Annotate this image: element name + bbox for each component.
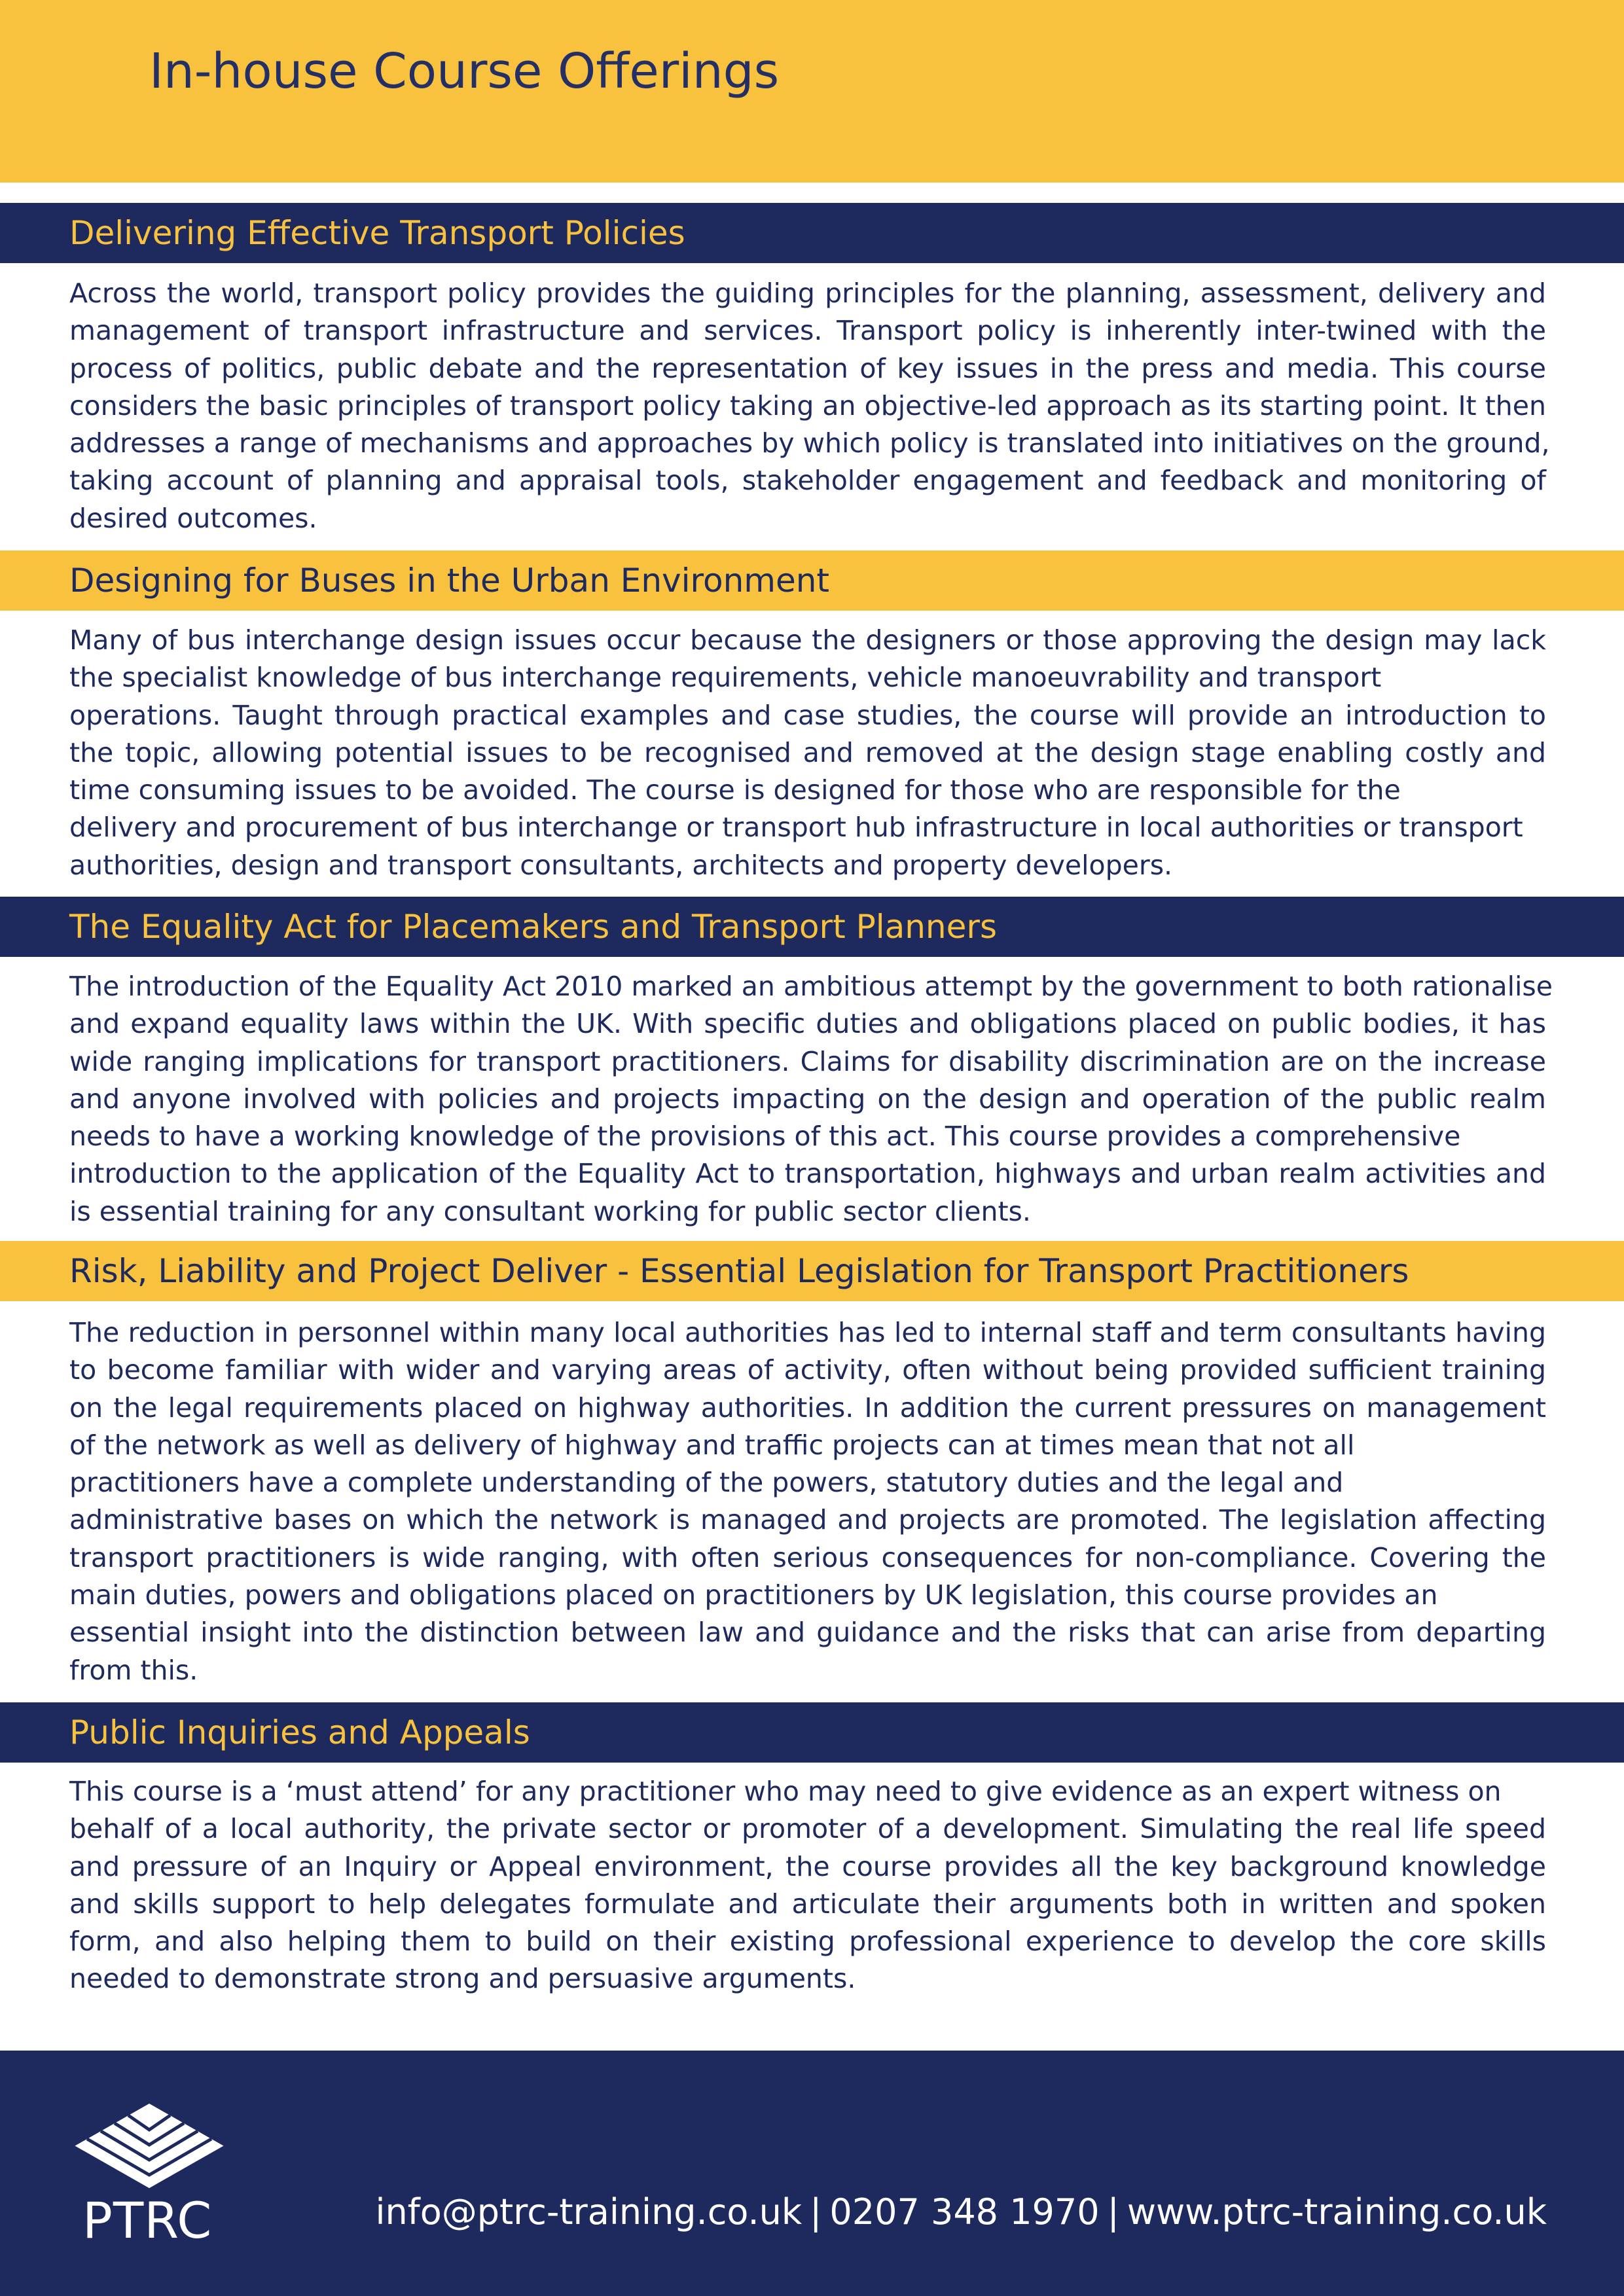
- description-line: and anyone involved with policies and projects impacting on the design and operation of the public realm: [69, 1083, 1546, 1115]
- pyramid-logo-icon: [71, 2101, 228, 2193]
- description-line: is essential training for any consultant working for public sector clients.: [69, 1195, 1031, 1227]
- description-line: transport practitioners is wide ranging, with often serious consequences for non-compliance. Covering the: [69, 1541, 1546, 1573]
- description-line: operations. Taught through practical examples and case studies, the course will provide an introduction to: [69, 699, 1546, 731]
- description-line: This course is a ‘must attend’ for any practitioner who may need to give evidence as an expert witness on: [69, 1776, 1502, 1807]
- website-link[interactable]: www.ptrc-training.co.uk: [1127, 2191, 1547, 2233]
- description-line: on the legal requirements placed on highway authorities. In addition the current pressures on management: [69, 1391, 1546, 1424]
- description-line: and expand equality laws within the UK. With specific duties and obligations placed on public bodies, it has: [69, 1008, 1546, 1040]
- description-line: and skills support to help delegates formulate and articulate their arguments both in written and spoken: [69, 1888, 1546, 1920]
- description-line: main duties, powers and obligations placed on practitioners by UK legislation, this course provides an: [69, 1579, 1438, 1611]
- course-title-bar: [0, 1241, 1624, 1301]
- description-line: Across the world, transport policy provides the guiding principles for the planning, assessment, delivery and: [69, 278, 1546, 309]
- contact-line: [375, 2189, 1547, 2235]
- course-description: [69, 275, 1550, 537]
- page-title: In-house Course Offerings: [149, 43, 780, 99]
- course-title: Public Inquiries and Appeals: [69, 1713, 530, 1751]
- course-title-bar: [0, 203, 1624, 263]
- phone-number: 0207 348 1970: [829, 2191, 1100, 2233]
- description-line: management of transport infrastructure and services. Transport policy is inherently inter-twined with the: [69, 315, 1546, 347]
- separator: |: [810, 2191, 822, 2233]
- description-line: addresses a range of mechanisms and approaches by which policy is translated into initiatives on the ground,: [69, 427, 1550, 459]
- email-link[interactable]: info@ptrc-training.co.uk: [375, 2191, 803, 2233]
- description-line: form, and also helping them to build on their existing professional experience to develop the core skills: [69, 1926, 1546, 1958]
- course-title-bar: [0, 550, 1624, 611]
- course-description: [69, 968, 1553, 1230]
- description-line: The reduction in personnel within many local authorities has led to internal staff and term consultants having: [69, 1317, 1546, 1348]
- description-line: needed to demonstrate strong and persuasive arguments.: [69, 1963, 856, 1995]
- description-line: administrative bases on which the network is managed and projects are promoted. The legislation affecting: [69, 1504, 1546, 1536]
- footer: [0, 2051, 1624, 2296]
- description-line: introduction to the application of the Equality Act to transportation, highways and urban realm activities and: [69, 1158, 1546, 1190]
- logo-text: PTRC: [82, 2191, 213, 2250]
- description-line: authorities, design and transport consultants, architects and property developers.: [69, 849, 1173, 881]
- description-line: from this.: [69, 1654, 198, 1686]
- description-line: practitioners have a complete understanding of the powers, statutory duties and the legal and: [69, 1467, 1344, 1499]
- course-title: Risk, Liability and Project Deliver - Essential Legislation for Transport Practitioners: [69, 1252, 1409, 1290]
- description-line: The introduction of the Equality Act 2010 marked an ambitious attempt by the government to both rationalise: [69, 971, 1553, 1002]
- description-line: taking account of planning and appraisal tools, stakeholder engagement and feedback and monitoring of: [69, 465, 1546, 497]
- course-title: The Equality Act for Placemakers and Transport Planners: [69, 908, 997, 946]
- course-description: [69, 1773, 1546, 1998]
- description-line: to become familiar with wider and varying areas of activity, often without being provided sufficient training: [69, 1354, 1546, 1386]
- description-line: wide ranging implications for transport practitioners. Claims for disability discrimination are on the increase: [69, 1045, 1546, 1077]
- course-description: [69, 622, 1546, 884]
- description-line: behalf of a local authority, the private sector or promoter of a development. Simulating the real life speed: [69, 1813, 1546, 1845]
- course-title-bar: [0, 1702, 1624, 1763]
- course-title: Designing for Buses in the Urban Environment: [69, 562, 830, 600]
- description-line: the topic, allowing potential issues to be recognised and removed at the design stage enabling costly and: [69, 736, 1546, 768]
- description-line: Many of bus interchange design issues occur because the designers or those approving the design may lack: [69, 624, 1546, 656]
- course-description: [69, 1314, 1546, 1689]
- description-line: and pressure of an Inquiry or Appeal environment, the course provides all the key background knowledge: [69, 1850, 1546, 1882]
- description-line: delivery and procurement of bus interchange or transport hub infrastructure in local authorities or transport: [69, 812, 1523, 844]
- description-line: process of politics, public debate and the representation of key issues in the press and media. This course: [69, 352, 1546, 384]
- description-line: considers the basic principles of transport policy taking an objective-led approach as its starting point. It then: [69, 389, 1546, 422]
- description-line: desired outcomes.: [69, 502, 317, 534]
- description-line: time consuming issues to be avoided. The course is designed for those who are responsible for the: [69, 774, 1401, 806]
- course-title: Delivering Effective Transport Policies: [69, 214, 685, 252]
- description-line: essential insight into the distinction between law and guidance and the risks that can arise from departing: [69, 1617, 1546, 1649]
- ptrc-logo: [71, 2101, 228, 2250]
- description-line: needs to have a working knowledge of the provisions of this act. This course provides a comprehensive: [69, 1121, 1461, 1153]
- course-title-bar: [0, 897, 1624, 957]
- description-line: the specialist knowledge of bus interchange requirements, vehicle manoeuvrability and transport: [69, 662, 1382, 694]
- separator: |: [1107, 2191, 1119, 2233]
- description-line: of the network as well as delivery of highway and traffic projects can at times mean that not all: [69, 1429, 1355, 1461]
